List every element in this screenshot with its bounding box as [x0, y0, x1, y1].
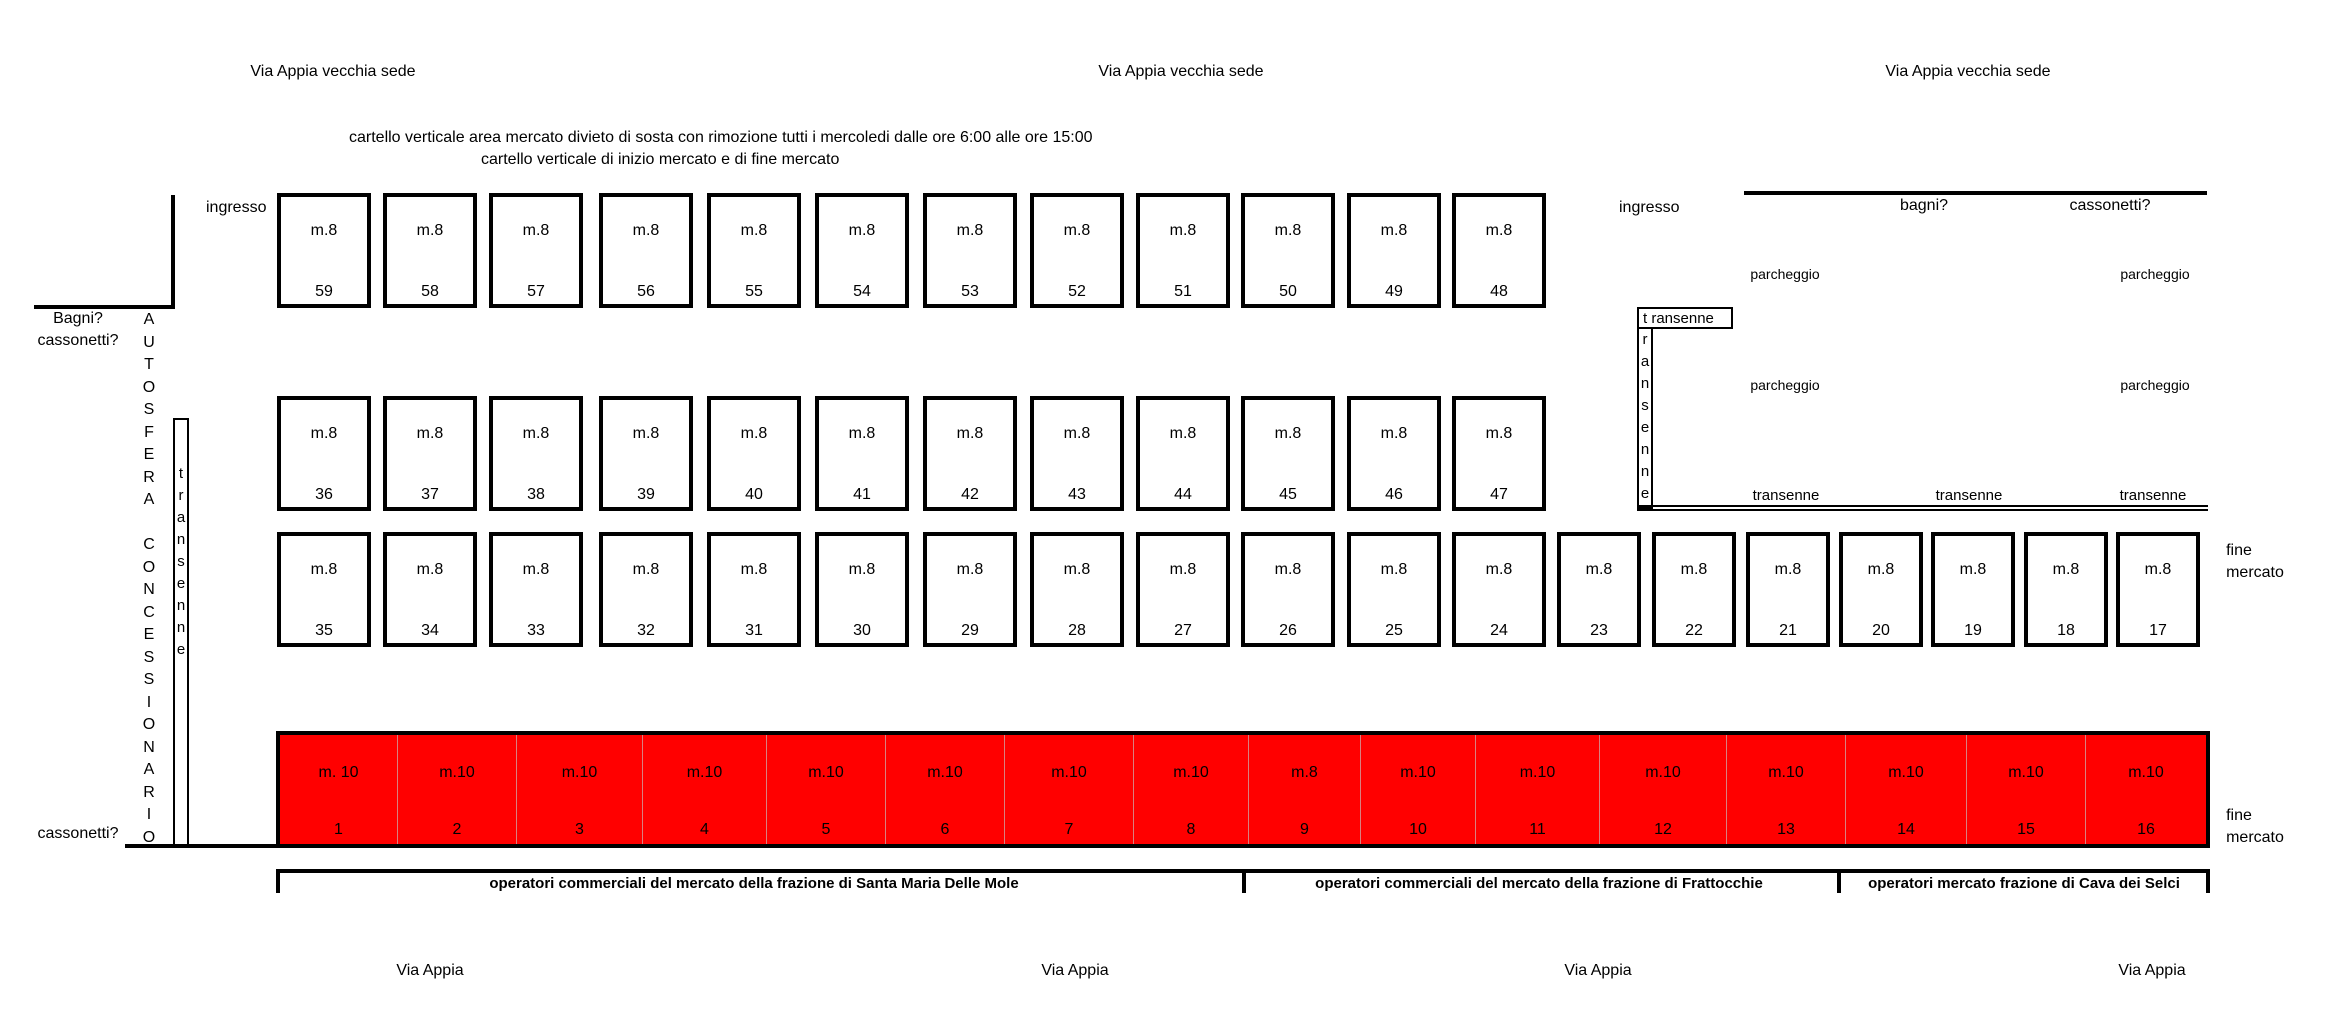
market-stall [599, 396, 693, 511]
market-stall [1241, 396, 1335, 511]
vertical-letter: e [1640, 485, 1650, 502]
vertical-letter: S [143, 648, 155, 666]
vertical-letter: F [144, 423, 154, 441]
red-market-stall [1599, 735, 1726, 844]
bagni-label: Bagni? [53, 310, 103, 327]
market-stall [599, 193, 693, 308]
stall-size: m.8 [416, 561, 444, 578]
parcheggio-label: parcheggio [1750, 266, 1820, 282]
stall-number: 13 [1777, 821, 1795, 838]
market-stall [815, 396, 909, 511]
market-stall [2116, 532, 2200, 647]
stall-size: m.8 [1063, 425, 1091, 442]
vertical-letter: n [1640, 463, 1650, 480]
stall-size: m.8 [2144, 561, 2172, 578]
boundary-line [171, 195, 175, 309]
stall-number: 35 [315, 622, 333, 639]
market-stall [923, 396, 1017, 511]
vertical-letter: r [1642, 331, 1648, 348]
stall-size: m.10 [1173, 764, 1209, 781]
vertical-letter: a [1640, 353, 1650, 370]
red-market-stall [1133, 735, 1248, 844]
stall-size: m.8 [310, 222, 338, 239]
stall-number: 37 [421, 486, 439, 503]
stall-size: m.8 [1585, 561, 1613, 578]
stall-number: 33 [527, 622, 545, 639]
red-market-stall [1475, 735, 1599, 844]
stall-size: m.8 [1169, 222, 1197, 239]
stall-size: m.8 [740, 425, 768, 442]
ingresso-label: ingresso [1619, 199, 1680, 216]
stall-size: m.8 [1063, 222, 1091, 239]
vertical-letter: S [143, 671, 155, 688]
stall-size: m.10 [1400, 764, 1436, 781]
stall-size: m.8 [1485, 561, 1513, 578]
stall-size: m.8 [848, 222, 876, 239]
parcheggio-label: parcheggio [1750, 377, 1820, 393]
market-stall [815, 193, 909, 308]
stall-number: 52 [1068, 283, 1086, 300]
market-stall [1241, 532, 1335, 647]
vertical-letter: N [143, 581, 155, 598]
stall-size: m.10 [1051, 764, 1087, 781]
street-label-bottom: Via Appia [1564, 962, 1632, 979]
stall-size: m.10 [927, 764, 963, 781]
vertical-letter: n [1640, 441, 1650, 458]
stall-size: m.10 [439, 764, 475, 781]
group-label-cava-dei-selci: operatori mercato frazione di Cava dei Selci [1868, 875, 2180, 892]
stall-number: 22 [1685, 622, 1703, 639]
market-stall [383, 532, 477, 647]
red-market-stall [516, 735, 642, 844]
stall-number: 17 [2149, 622, 2167, 639]
stall-number: 23 [1590, 622, 1608, 639]
stall-size: m.8 [1959, 561, 1987, 578]
transenne-label: transenne [1935, 487, 2003, 504]
stall-size: m.8 [1063, 561, 1091, 578]
stall-size: m.8 [522, 425, 550, 442]
stall-size: m.8 [1274, 561, 1302, 578]
market-stall [1746, 532, 1830, 647]
transenne-label: transenne [1752, 487, 1820, 504]
transenne-label: t ransenne [1643, 310, 1714, 327]
red-market-stall [1845, 735, 1966, 844]
market-stall [1452, 193, 1546, 308]
stall-size: m.10 [686, 764, 723, 781]
transenne-barrier-line [1637, 509, 2208, 511]
market-stall [1241, 193, 1335, 308]
stall-number: 48 [1490, 283, 1508, 300]
stall-number: 2 [452, 821, 462, 838]
market-stall [1931, 532, 2015, 647]
group-label-santa-maria: operatori commerciali del mercato della frazione di Santa Maria Delle Mole [489, 875, 1019, 892]
stall-size: m.8 [956, 222, 984, 239]
stall-size: m.8 [1169, 425, 1197, 442]
market-stall [277, 193, 371, 308]
parcheggio-label: parcheggio [2120, 266, 2190, 282]
red-market-stall [280, 735, 397, 844]
vertical-letter: A [143, 491, 155, 508]
fine-mercato-line: mercato [2226, 564, 2284, 581]
group-label-frattocchie: operatori commerciali del mercato della frazione di Frattocchie [1315, 875, 1763, 892]
stall-size: m.8 [632, 425, 660, 442]
market-stall [1030, 532, 1124, 647]
cassonetti-label: cassonetti? [2069, 197, 2151, 214]
vertical-letter: e [176, 641, 186, 658]
stall-number: 43 [1068, 486, 1086, 503]
stall-number: 46 [1385, 486, 1403, 503]
stall-number: 42 [961, 486, 979, 503]
stall-size: m.8 [1867, 561, 1895, 578]
red-market-stall [1248, 735, 1360, 844]
cassonetti-label: cassonetti? [37, 332, 119, 349]
stall-number: 34 [421, 622, 439, 639]
market-stall [383, 396, 477, 511]
stall-size: m.8 [522, 222, 550, 239]
market-stall [1347, 193, 1441, 308]
stall-number: 58 [421, 283, 439, 300]
stall-number: 38 [527, 486, 545, 503]
street-label-top: Via Appia vecchia sede [1885, 63, 2051, 80]
fine-mercato-line: fine [2226, 542, 2252, 559]
red-market-stall [642, 735, 766, 844]
stall-number: 30 [853, 622, 871, 639]
red-market-stall [1004, 735, 1133, 844]
stall-number: 1 [334, 821, 343, 838]
vertical-letter: S [143, 401, 155, 418]
vertical-letter: C [143, 536, 155, 553]
stall-number: 50 [1279, 283, 1297, 300]
stall-number: 4 [700, 821, 709, 838]
stall-size: m.8 [848, 425, 876, 442]
vertical-letter: A [143, 761, 155, 778]
vertical-letter: E [143, 446, 155, 463]
market-stall [383, 193, 477, 308]
stall-number: 39 [637, 486, 655, 503]
street-label-top: Via Appia vecchia sede [250, 63, 416, 80]
red-market-stall [1966, 735, 2085, 844]
stall-size: m.8 [1774, 561, 1802, 578]
stall-number: 51 [1174, 283, 1192, 300]
vertical-letter: r [178, 487, 184, 504]
stall-number: 54 [853, 283, 871, 300]
stall-number: 32 [637, 622, 655, 639]
stall-number: 16 [2137, 821, 2155, 838]
stall-size: m.8 [522, 561, 550, 578]
red-market-stall [2085, 735, 2206, 844]
vertical-letter: N [143, 738, 155, 756]
vertical-letter: s [1641, 397, 1649, 414]
transenne-label-vertical [173, 463, 189, 661]
vertical-letter: I [146, 693, 152, 711]
market-stall [1136, 396, 1230, 511]
vertical-letter: n [176, 531, 186, 548]
vertical-letter: O [142, 558, 156, 576]
stall-number: 25 [1385, 622, 1403, 639]
stall-size: m.8 [1485, 222, 1513, 239]
vertical-letter: C [143, 603, 155, 621]
stall-size: m.8 [1291, 764, 1318, 781]
vertical-letter: t [178, 465, 184, 482]
stall-size: m.10 [1645, 764, 1681, 781]
stall-size: m.8 [2052, 561, 2080, 578]
stall-number: 59 [315, 283, 333, 300]
red-market-stall [766, 735, 885, 844]
stall-number: 28 [1068, 622, 1086, 639]
stall-number: 8 [1186, 821, 1196, 838]
stall-size: m.8 [1380, 425, 1408, 442]
vertical-letter: I [146, 806, 152, 823]
market-stall [815, 532, 909, 647]
stall-number: 14 [1897, 821, 1915, 838]
stall-size: m.8 [956, 425, 984, 442]
stall-number: 56 [637, 283, 655, 300]
stall-number: 21 [1779, 622, 1797, 639]
fine-mercato-label [2226, 540, 2284, 584]
stall-number: 47 [1490, 486, 1508, 503]
stall-size: m. 10 [318, 764, 359, 781]
market-stall [1452, 396, 1546, 511]
vertical-letter: n [176, 619, 186, 636]
transenne-barrier-line [1637, 505, 2208, 507]
vertical-letter: a [176, 509, 186, 526]
vertical-letter: O [142, 378, 156, 396]
vertical-letter: s [177, 553, 185, 570]
bagni-label: bagni? [1899, 197, 1949, 214]
red-stall-band [276, 731, 2210, 848]
market-stall [2024, 532, 2108, 647]
stall-size: m.8 [1380, 561, 1408, 578]
market-stall [1347, 396, 1441, 511]
stall-size: m.8 [1274, 222, 1302, 239]
market-stall [1652, 532, 1736, 647]
vertical-letter: O [142, 828, 156, 846]
vertical-letter: O [142, 716, 156, 733]
stall-size: m.10 [2128, 764, 2164, 781]
market-stall [1030, 396, 1124, 511]
market-stall [923, 193, 1017, 308]
stall-number: 36 [315, 486, 333, 503]
stall-number: 45 [1279, 486, 1297, 503]
stall-size: m.10 [1768, 764, 1804, 781]
vertical-letter: n [176, 597, 186, 614]
stall-size: m.8 [1274, 425, 1302, 442]
red-market-stall [885, 735, 1004, 844]
stall-number: 55 [745, 283, 763, 300]
stall-size: m.8 [632, 561, 660, 578]
transenne-label-vertical [1637, 329, 1653, 505]
red-market-stall [1726, 735, 1845, 844]
street-label-bottom: Via Appia [396, 962, 464, 979]
stall-size: m.8 [632, 222, 660, 239]
stall-number: 41 [853, 486, 871, 503]
market-stall [1452, 532, 1546, 647]
market-stall [707, 396, 801, 511]
stall-size: m.10 [561, 764, 598, 781]
stall-number: 10 [1409, 821, 1427, 838]
vertical-letter: n [1640, 375, 1650, 392]
stall-number: 53 [961, 283, 979, 300]
street-label-top: Via Appia vecchia sede [1098, 63, 1264, 80]
boundary-line [1744, 191, 2207, 195]
stall-size: m.10 [1888, 764, 1924, 781]
stall-number: 19 [1964, 622, 1982, 639]
market-stall [1030, 193, 1124, 308]
stall-size: m.8 [1485, 425, 1513, 442]
stall-size: m.10 [1519, 764, 1556, 781]
stall-number: 20 [1872, 622, 1890, 639]
stall-number: 18 [2057, 622, 2075, 639]
stall-size: m.10 [2008, 764, 2044, 781]
stall-size: m.8 [416, 222, 444, 239]
stall-number: 7 [1064, 821, 1074, 838]
market-stall [1136, 532, 1230, 647]
vertical-letter: T [144, 356, 154, 373]
stall-size: m.8 [1169, 561, 1197, 578]
red-market-stall [1360, 735, 1475, 844]
cassonetti-label: cassonetti? [37, 825, 119, 842]
market-stall [1136, 193, 1230, 308]
red-market-stall [397, 735, 516, 844]
autosfera-concessionario-label [140, 309, 158, 849]
market-stall [1347, 532, 1441, 647]
market-stall [489, 193, 583, 308]
street-label-bottom: Via Appia [2118, 962, 2186, 979]
stall-number: 29 [961, 622, 979, 639]
parcheggio-label: parcheggio [2120, 377, 2190, 393]
stall-number: 27 [1174, 622, 1192, 639]
stall-number: 40 [745, 486, 763, 503]
street-label-bottom: Via Appia [1041, 962, 1109, 979]
fine-mercato-line: mercato [2226, 829, 2284, 846]
stall-size: m.8 [416, 425, 444, 442]
market-stall [489, 532, 583, 647]
market-stall [707, 532, 801, 647]
market-stall [489, 396, 583, 511]
stall-size: m.8 [1680, 561, 1708, 578]
stall-number: 24 [1490, 622, 1508, 639]
vertical-letter: E [143, 626, 155, 643]
vertical-letter: U [143, 333, 155, 351]
market-stall [707, 193, 801, 308]
market-stall [599, 532, 693, 647]
stall-number: 57 [527, 283, 545, 300]
market-stall [277, 396, 371, 511]
market-stall [923, 532, 1017, 647]
stall-number: 6 [940, 821, 950, 838]
ingresso-label: ingresso [206, 199, 267, 216]
vertical-letter: R [143, 783, 155, 801]
vertical-letter: e [176, 575, 186, 592]
stall-size: m.8 [740, 222, 768, 239]
transenne-label: transenne [2119, 487, 2187, 504]
vertical-letter: A [143, 311, 155, 328]
note-signage-start-end: cartello verticale di inizio mercato e di fine mercato [481, 151, 840, 168]
market-stall [1557, 532, 1641, 647]
market-stall [277, 532, 371, 647]
vertical-letter: e [1640, 419, 1650, 436]
stall-size: m.8 [1380, 222, 1408, 239]
fine-mercato-label [2226, 805, 2284, 849]
stall-number: 11 [1529, 821, 1546, 838]
stall-number: 15 [2017, 821, 2035, 838]
stall-number: 3 [575, 821, 584, 838]
stall-number: 9 [1300, 821, 1309, 838]
stall-size: m.8 [310, 561, 338, 578]
stall-number: 5 [821, 821, 831, 838]
note-signage: cartello verticale area mercato divieto di sosta con rimozione tutti i mercoledi dalle ore 6:00 alle ore 15:00 [349, 129, 1093, 146]
stall-number: 31 [745, 622, 763, 639]
market-stall [1839, 532, 1923, 647]
stall-number: 12 [1654, 821, 1672, 838]
vertical-letter: R [143, 468, 155, 486]
stall-size: m.8 [310, 425, 338, 442]
stall-size: m.8 [848, 561, 876, 578]
stall-size: m.8 [740, 561, 768, 578]
stall-size: m.10 [808, 764, 844, 781]
stall-number: 44 [1174, 486, 1192, 503]
stall-number: 26 [1279, 622, 1297, 639]
fine-mercato-line: fine [2226, 807, 2252, 824]
stall-size: m.8 [956, 561, 984, 578]
stall-number: 49 [1385, 283, 1403, 300]
